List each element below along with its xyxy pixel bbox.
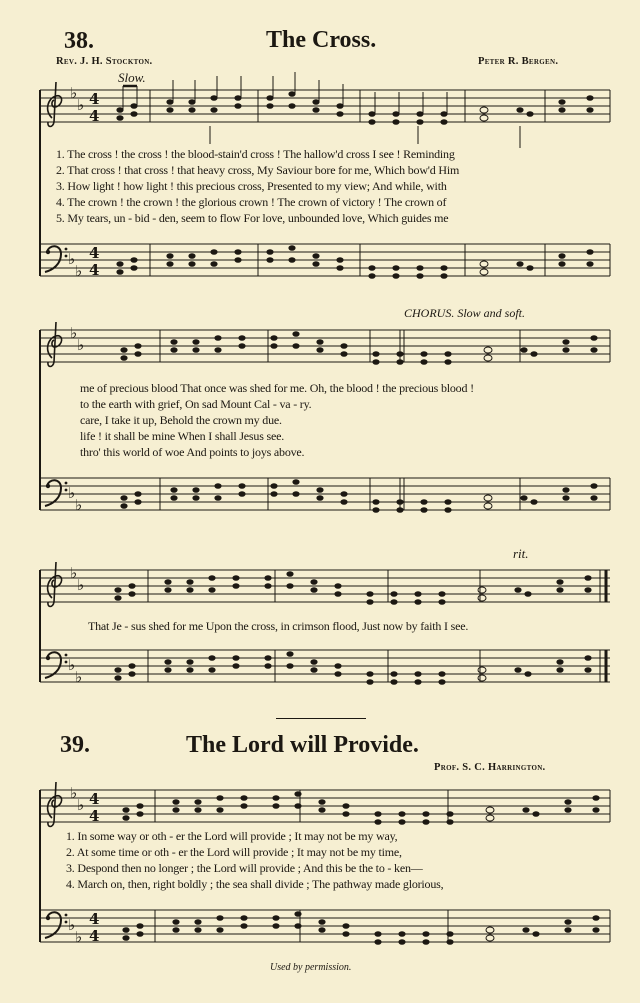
svg-text:4: 4 [89, 910, 100, 928]
svg-text:4: 4 [89, 807, 100, 825]
verse-line-5: 5. My tears, un - bid - den, seem to flow For love, unbounded love, Which guides me [56, 211, 449, 225]
svg-text:4: 4 [89, 244, 100, 262]
svg-text:♭: ♭ [77, 96, 85, 114]
hymn-divider [276, 718, 366, 719]
svg-text:4: 4 [89, 107, 100, 125]
svg-text:4: 4 [89, 90, 100, 108]
svg-text:♭: ♭ [77, 576, 85, 594]
verse-39-line-2: 2. At some time or oth - er the Lord will provide ; It may not be my time, [66, 845, 402, 859]
chorus-marking: CHORUS. Slow and soft. [404, 306, 526, 320]
composer-credit: Peter R. Bergen. [478, 56, 559, 67]
composer-credit-2: Prof. S. C. Harrington. [434, 762, 546, 773]
svg-text:♭: ♭ [68, 656, 76, 674]
verse-line-2: 2. That cross ! that cross ! that heavy cross, My Saviour bore for me, Which bow'd Him [56, 163, 460, 177]
svg-text:♭: ♭ [77, 336, 85, 354]
lyricist-credit: Rev. J. H. Stockton. [56, 56, 153, 67]
svg-text:♭: ♭ [75, 496, 83, 514]
hymn-title-2: The Lord will Provide. [186, 732, 419, 758]
verse-39-line-3: 3. Despond then no longer ; the Lord will provide ; And this be the to - ken— [66, 861, 423, 875]
hymn-number: 38. [64, 28, 94, 54]
svg-text:♭: ♭ [68, 250, 76, 268]
verse-line-4: 4. The crown ! the crown ! the glorious crown ! The crown of victory ! The crown of [56, 195, 447, 209]
svg-text:4: 4 [89, 261, 100, 279]
svg-text:♭: ♭ [70, 784, 78, 802]
svg-text:♭: ♭ [68, 484, 76, 502]
verse-line-1: 1. The cross ! the cross ! the blood-stain'd cross ! The hallow'd cross I see ! Reminding [56, 147, 455, 161]
svg-text:4: 4 [89, 790, 100, 808]
svg-text:♭: ♭ [70, 84, 78, 102]
verse-line-1-cont: me of precious blood That once was shed for me. Oh, the blood ! the precious blood ! [80, 381, 474, 395]
chorus-lyric-line: That Je - sus shed for me Upon the cross, in crimson flood, Just now by faith I see. [88, 619, 469, 633]
ritardando-marking: rit. [513, 546, 529, 561]
verse-line-5-cont: thro' this world of woe And points to joys above. [80, 445, 305, 459]
verse-line-2-cont: to the earth with grief, On sad Mount Cal - va - ry. [80, 397, 312, 411]
svg-text:4: 4 [89, 927, 100, 945]
hymn-title: The Cross. [266, 27, 377, 53]
permission-note: Used by permission. [270, 962, 352, 973]
svg-text:♭: ♭ [68, 916, 76, 934]
hymn-number-2: 39. [60, 732, 90, 758]
svg-text:♭: ♭ [70, 324, 78, 342]
verse-line-4-cont: life ! it shall be mine When I shall Jesus see. [80, 429, 284, 443]
verse-39-line-4: 4. March on, then, right boldly ; the sea shall divide ; The pathway made glorious, [66, 877, 444, 891]
svg-text:♭: ♭ [75, 668, 83, 686]
verse-line-3: 3. How light ! how light ! this precious cross, Presented to my view; And while, with [56, 179, 447, 193]
tempo-marking: Slow. [118, 70, 146, 85]
verse-line-3-cont: care, I take it up, Behold the crown my due. [80, 413, 282, 427]
svg-text:♭: ♭ [77, 796, 85, 814]
verse-39-line-1: 1. In some way or oth - er the Lord will provide ; It may not be my way, [66, 829, 398, 843]
svg-text:♭: ♭ [70, 564, 78, 582]
svg-text:♭: ♭ [75, 928, 83, 946]
svg-text:♭: ♭ [75, 262, 83, 280]
